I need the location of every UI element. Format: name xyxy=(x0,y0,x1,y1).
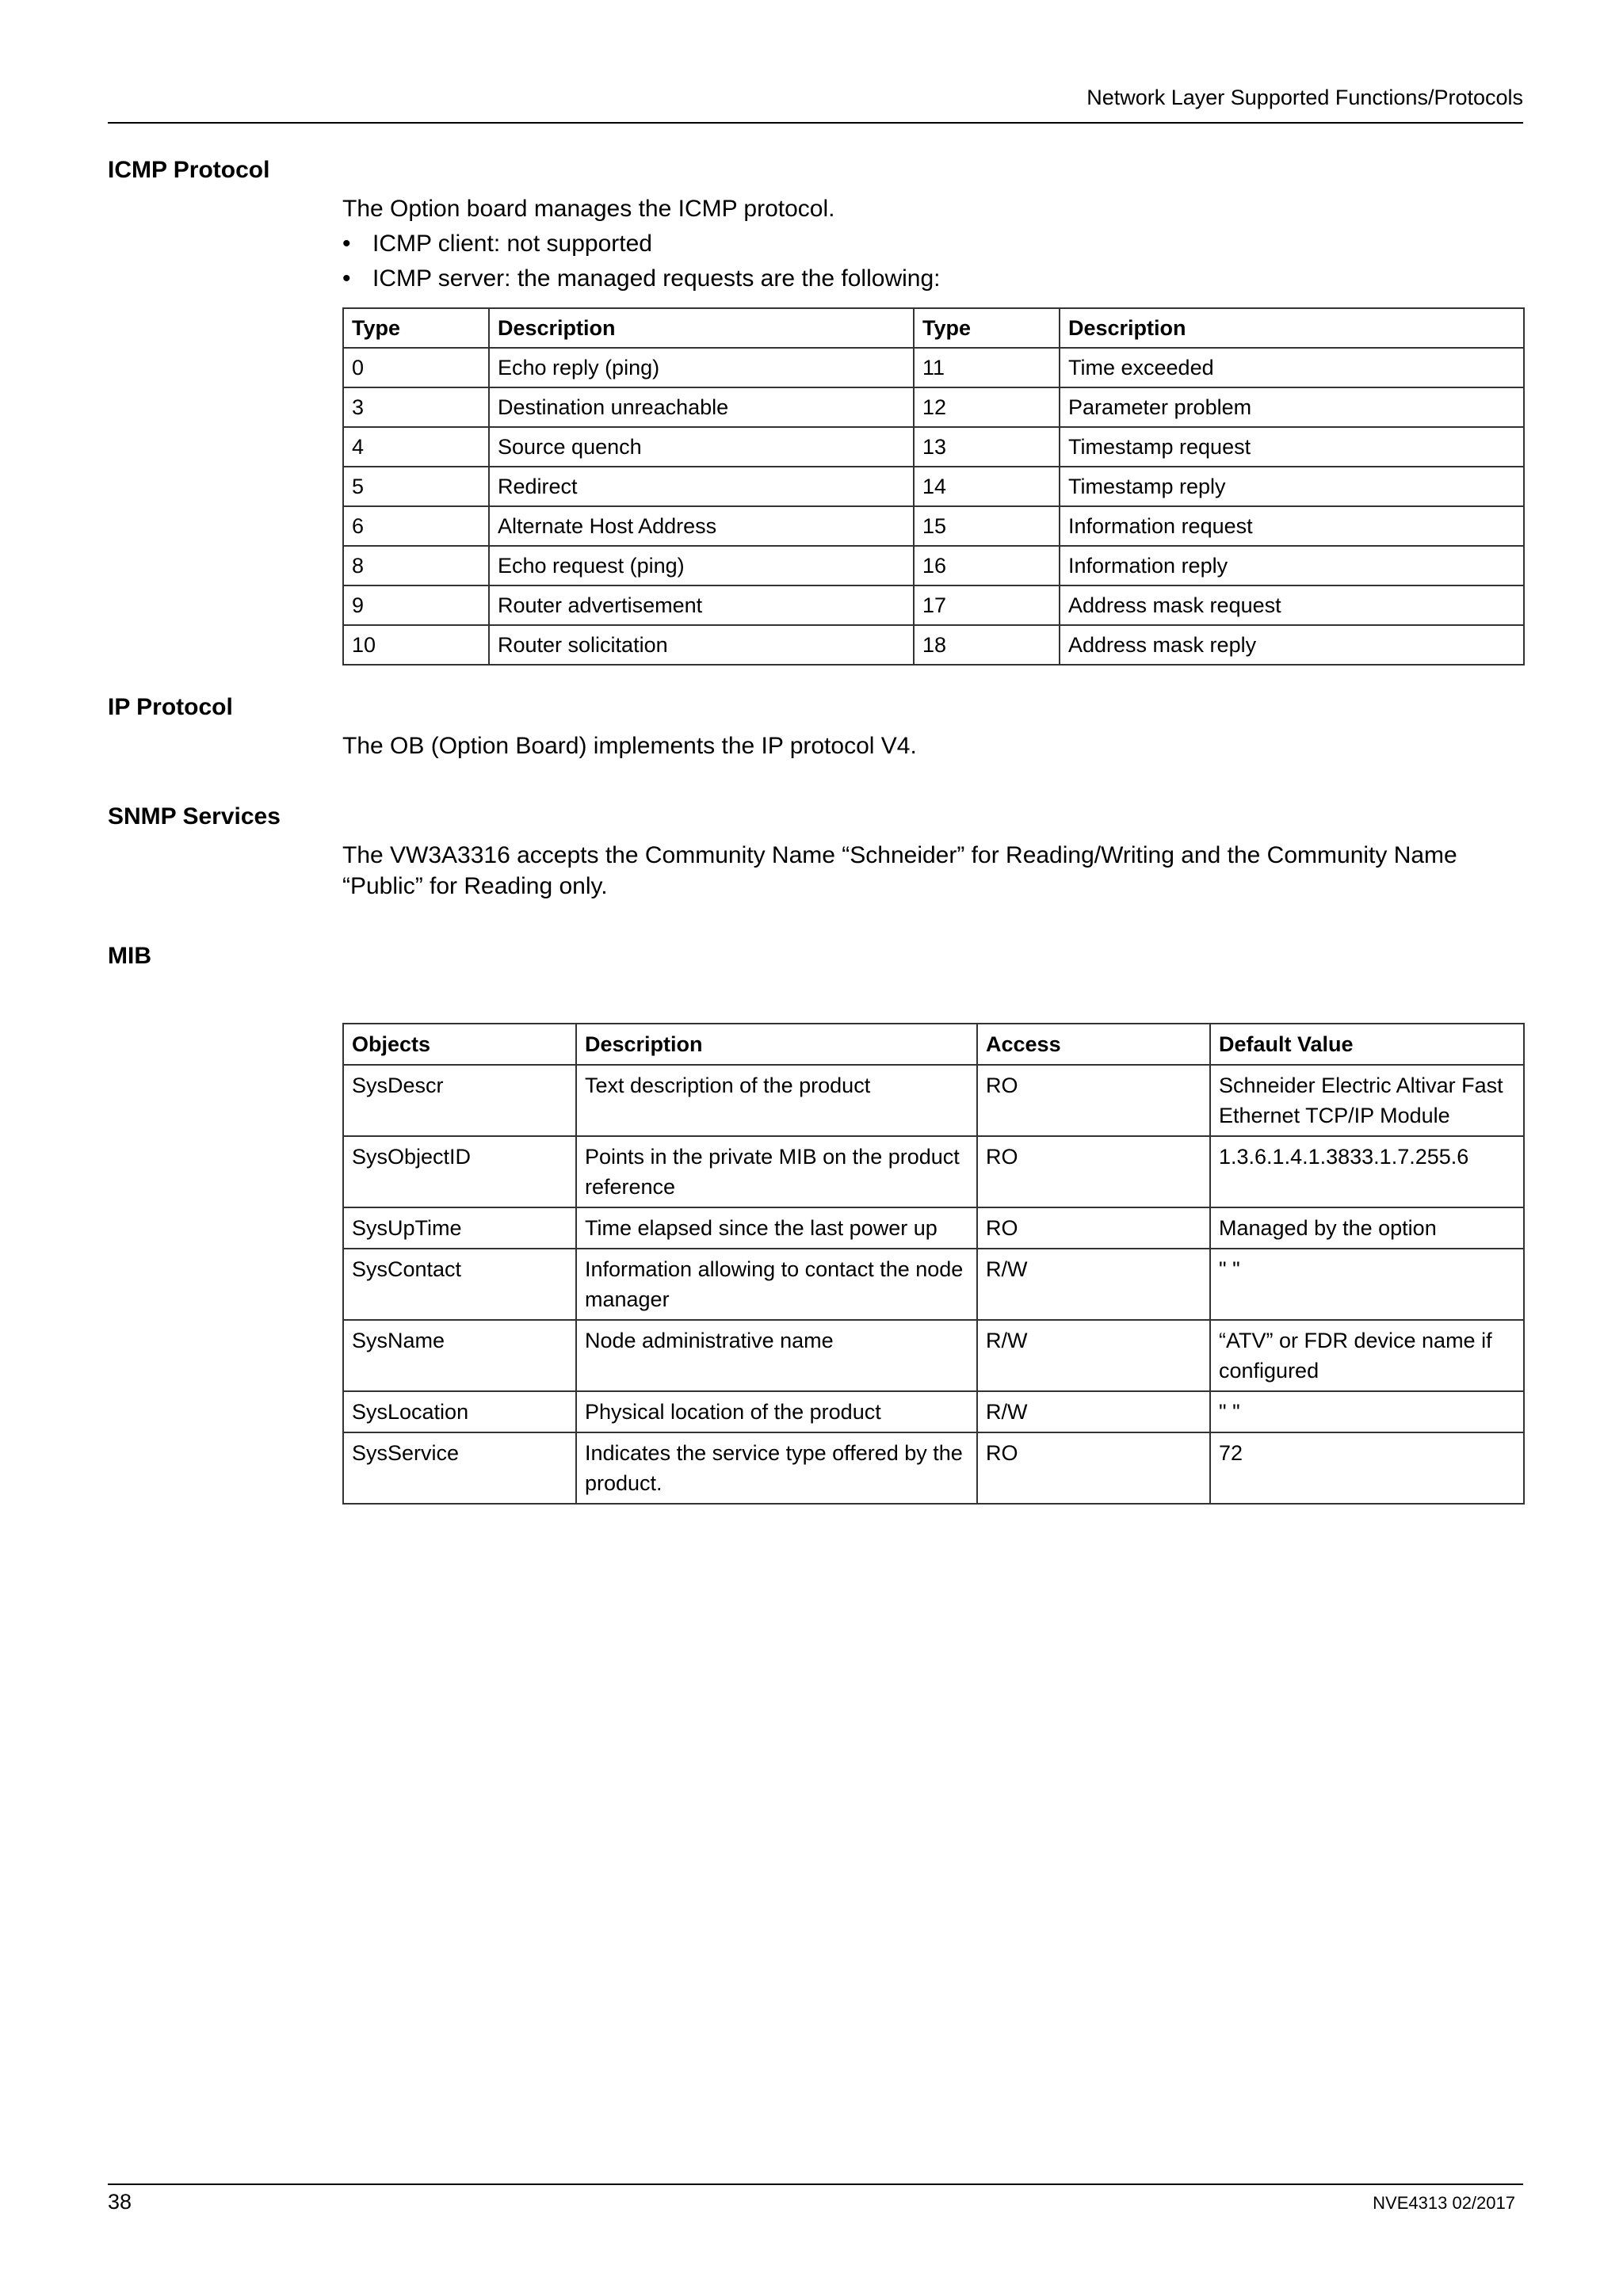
table-cell: Indicates the service type offered by the product. xyxy=(576,1432,977,1504)
table-cell: Information allowing to contact the node manager xyxy=(576,1249,977,1320)
table-header-row xyxy=(343,1024,1524,1065)
table-cell: Information reply xyxy=(1060,546,1524,585)
table-cell: Destination unreachable xyxy=(489,387,914,427)
table-row xyxy=(343,1136,1524,1207)
column-header: Objects xyxy=(343,1024,576,1065)
table-cell: RO xyxy=(977,1065,1210,1136)
table-row xyxy=(343,1207,1524,1249)
table-cell: R/W xyxy=(977,1320,1210,1391)
table-row xyxy=(343,1065,1524,1136)
table-cell: 10 xyxy=(343,625,489,665)
table-cell: Timestamp reply xyxy=(1060,467,1524,506)
column-header: Description xyxy=(1060,308,1524,348)
table-cell: R/W xyxy=(977,1391,1210,1432)
table-cell: Information request xyxy=(1060,506,1524,546)
table-cell: Echo reply (ping) xyxy=(489,348,914,387)
page-header-title: Network Layer Supported Functions/Protocols xyxy=(1086,86,1523,109)
table-cell: 8 xyxy=(343,546,489,585)
table-cell: 1.3.6.1.4.1.3833.1.7.255.6 xyxy=(1210,1136,1524,1207)
table-cell: Time exceeded xyxy=(1060,348,1524,387)
table-cell: Node administrative name xyxy=(576,1320,977,1391)
table-cell: 13 xyxy=(914,427,1060,467)
table-cell: Alternate Host Address xyxy=(489,506,914,546)
table-cell: Redirect xyxy=(489,467,914,506)
table-cell: 3 xyxy=(343,387,489,427)
icmp-types-table xyxy=(342,307,1525,666)
header-divider xyxy=(108,122,1523,124)
table-cell: Managed by the option xyxy=(1210,1207,1524,1249)
table-cell: Address mask request xyxy=(1060,585,1524,625)
table-cell: 9 xyxy=(343,585,489,625)
table-cell: SysService xyxy=(343,1432,576,1504)
table-cell: 14 xyxy=(914,467,1060,506)
table-cell: 15 xyxy=(914,506,1060,546)
table-row xyxy=(343,1391,1524,1432)
table-cell: " " xyxy=(1210,1391,1524,1432)
table-cell: SysLocation xyxy=(343,1391,576,1432)
table-cell: SysDescr xyxy=(343,1065,576,1136)
table-row xyxy=(343,625,1524,665)
table-cell: SysUpTime xyxy=(343,1207,576,1249)
icmp-bullet-list xyxy=(342,227,940,296)
table-row xyxy=(343,585,1524,625)
table-cell: 0 xyxy=(343,348,489,387)
table-row xyxy=(343,546,1524,585)
table-cell: 16 xyxy=(914,546,1060,585)
table-row xyxy=(343,1432,1524,1504)
table-row xyxy=(343,1249,1524,1320)
table-cell: Address mask reply xyxy=(1060,625,1524,665)
column-header: Description xyxy=(576,1024,977,1065)
column-header: Access xyxy=(977,1024,1210,1065)
table-cell: 72 xyxy=(1210,1432,1524,1504)
table-cell: Physical location of the product xyxy=(576,1391,977,1432)
list-item: • ICMP client: not supported xyxy=(342,227,940,261)
table-row xyxy=(343,1320,1524,1391)
table-cell: 17 xyxy=(914,585,1060,625)
table-cell: Echo request (ping) xyxy=(489,546,914,585)
table-cell: Schneider Electric Altivar Fast Ethernet TCP/IP Module xyxy=(1210,1065,1524,1136)
table-cell: 12 xyxy=(914,387,1060,427)
table-cell: SysContact xyxy=(343,1249,576,1320)
table-row xyxy=(343,506,1524,546)
table-cell: Parameter problem xyxy=(1060,387,1524,427)
table-cell: 4 xyxy=(343,427,489,467)
table-cell: R/W xyxy=(977,1249,1210,1320)
table-cell: 5 xyxy=(343,467,489,506)
mib-objects-table xyxy=(342,1023,1525,1505)
icmp-heading: ICMP Protocol xyxy=(108,157,270,183)
table-cell: RO xyxy=(977,1207,1210,1249)
table-cell: Timestamp request xyxy=(1060,427,1524,467)
table-cell: Router advertisement xyxy=(489,585,914,625)
table-row xyxy=(343,467,1524,506)
page-number: 38 xyxy=(108,2190,132,2214)
table-cell: Router solicitation xyxy=(489,625,914,665)
table-cell: SysName xyxy=(343,1320,576,1391)
snmp-heading: SNMP Services xyxy=(108,803,281,830)
table-cell: Text description of the product xyxy=(576,1065,977,1136)
table-row xyxy=(343,387,1524,427)
mib-heading: MIB xyxy=(108,943,151,969)
column-header: Description xyxy=(489,308,914,348)
table-header-row xyxy=(343,308,1524,348)
document-reference: NVE4313 02/2017 xyxy=(1373,2193,1515,2213)
table-cell: Time elapsed since the last power up xyxy=(576,1207,977,1249)
snmp-text: The VW3A3316 accepts the Community Name “Schneider” for Reading/Writing and the Community Name “Public” for Reading only. xyxy=(342,842,1457,899)
table-cell: Points in the private MIB on the product reference xyxy=(576,1136,977,1207)
list-item: • ICMP server: the managed requests are the following: xyxy=(342,261,940,296)
column-header: Type xyxy=(343,308,489,348)
table-cell: RO xyxy=(977,1432,1210,1504)
footer-divider xyxy=(108,2183,1523,2185)
icmp-intro: The Option board manages the ICMP protocol. xyxy=(342,196,835,222)
table-cell: SysObjectID xyxy=(343,1136,576,1207)
table-cell: 18 xyxy=(914,625,1060,665)
table-cell: Source quench xyxy=(489,427,914,467)
column-header: Type xyxy=(914,308,1060,348)
table-cell: 6 xyxy=(343,506,489,546)
ip-heading: IP Protocol xyxy=(108,694,233,720)
table-row xyxy=(343,348,1524,387)
table-cell: 11 xyxy=(914,348,1060,387)
table-cell: RO xyxy=(977,1136,1210,1207)
table-cell: " " xyxy=(1210,1249,1524,1320)
column-header: Default Value xyxy=(1210,1024,1524,1065)
table-cell: “ATV” or FDR device name if configured xyxy=(1210,1320,1524,1391)
ip-text: The OB (Option Board) implements the IP protocol V4. xyxy=(342,733,917,759)
table-row xyxy=(343,427,1524,467)
